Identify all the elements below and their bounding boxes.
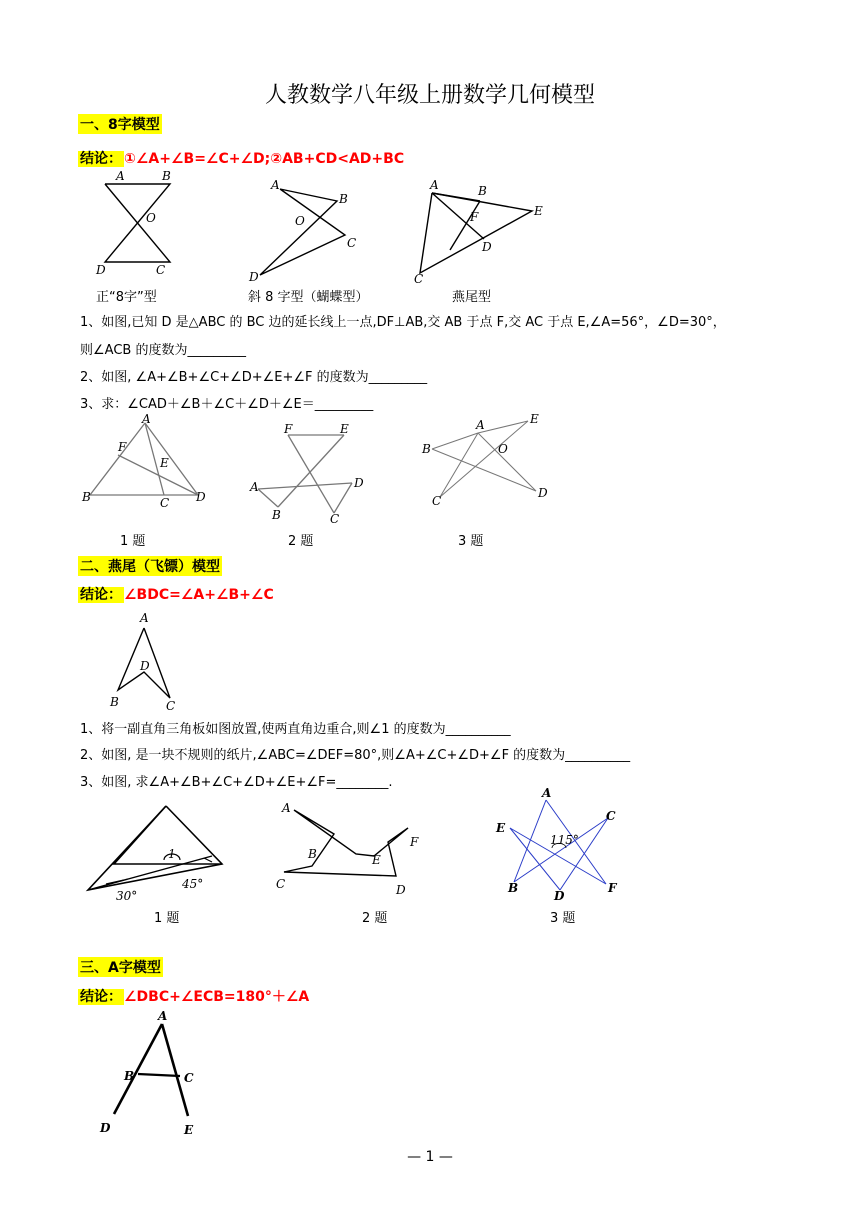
angle-45-label: 45° — [182, 877, 204, 891]
s2-figure-2 — [272, 798, 422, 898]
swallowtail-shape — [410, 175, 560, 290]
butterfly-shape — [245, 175, 365, 285]
section-1-conclusion — [78, 148, 404, 168]
svg-text:D: D — [249, 270, 259, 284]
s2-question-3: 3、如图, 求∠A+∠B+∠C+∠D+∠E+∠F=________. — [80, 775, 393, 790]
s2-figure-caption-2: 2 题 — [362, 911, 388, 926]
figure-8-shape — [90, 170, 180, 280]
svg-text:D: D — [538, 486, 548, 500]
s1-question-2: 2、如图, ∠A+∠B+∠C+∠D+∠E+∠F 的度数为_________ — [80, 370, 428, 385]
svg-text:C: C — [166, 699, 176, 713]
s1-figure-1 — [80, 412, 210, 515]
a-shape — [96, 1004, 216, 1139]
model-caption-3: 燕尾型 — [452, 290, 492, 305]
svg-text:A: A — [142, 412, 151, 426]
conclusion-text: ∠BDC=∠A+∠B+∠C — [124, 587, 274, 603]
svg-text:B: B — [162, 169, 171, 183]
svg-text:A: A — [116, 169, 125, 183]
svg-text:E: E — [160, 456, 169, 470]
svg-text:C: C — [160, 496, 170, 510]
model-caption-1: 正“8字”型 — [96, 290, 157, 305]
svg-text:D: D — [354, 476, 364, 490]
s1-figure-2 — [248, 422, 368, 526]
svg-text:C: C — [414, 272, 424, 286]
svg-text:D: D — [554, 889, 565, 903]
s1-figure-3 — [418, 412, 558, 510]
svg-text:C: C — [606, 809, 616, 823]
svg-text:D: D — [96, 263, 106, 277]
svg-text:F: F — [470, 210, 479, 224]
svg-text:A: A — [140, 611, 149, 625]
svg-text:D: D — [140, 659, 150, 673]
s1-question-1-cont: 则∠ACB 的度数为_________ — [80, 343, 246, 358]
s1-figure-caption-3: 3 题 — [458, 534, 484, 549]
svg-text:E: E — [496, 821, 506, 835]
s2-question-2: 2、如图, 是一块不规则的纸片,∠ABC=∠DEF=80°,则∠A+∠C+∠D+∠F 的度数为__________ — [80, 748, 631, 763]
s2-figure-1 — [84, 800, 234, 905]
svg-text:F: F — [410, 835, 419, 849]
svg-text:E: E — [340, 422, 349, 436]
s2-figure-caption-1: 1 题 — [154, 911, 180, 926]
svg-text:B: B — [272, 508, 281, 522]
svg-text:O: O — [295, 214, 305, 228]
conclusion-label: 结论： — [80, 151, 122, 167]
svg-text:A: A — [158, 1009, 168, 1023]
svg-text:D: D — [196, 490, 206, 504]
section-1-heading: 一、8字模型 — [78, 114, 162, 134]
section-2-heading: 二、燕尾（飞镖）模型 — [78, 556, 222, 576]
angle-30-label: 30° — [116, 889, 138, 903]
svg-text:A: A — [271, 178, 280, 192]
svg-text:A: A — [476, 418, 485, 432]
s1-figure-caption-1: 1 题 — [120, 534, 146, 549]
dart-shape — [100, 608, 190, 713]
conclusion-label: 结论： — [80, 587, 122, 603]
svg-text:C: C — [156, 263, 166, 277]
s1-question-1: 1、如图,已知 D 是△ABC 的 BC 边的延长线上一点,DF⊥AB,交 AB 于点 F,交 AC 于点 E,∠A=56°，∠D=30°， — [80, 315, 726, 330]
section-3-conclusion — [78, 986, 309, 1006]
svg-text:B: B — [308, 847, 317, 861]
conclusion-text: ∠DBC+∠ECB=180°＋∠A — [124, 989, 310, 1005]
svg-text:E: E — [184, 1123, 194, 1137]
svg-text:E: E — [534, 204, 543, 218]
svg-text:O: O — [498, 442, 508, 456]
svg-text:E: E — [372, 853, 381, 867]
svg-text:B: B — [422, 442, 431, 456]
svg-text:C: C — [184, 1071, 194, 1085]
conclusion-text: ①∠A+∠B=∠C+∠D;②AB+CD<AD+BC — [124, 151, 405, 167]
s2-figure-caption-3: 3 题 — [550, 911, 576, 926]
section-3-heading: 三、A字模型 — [78, 957, 163, 977]
svg-text:A: A — [430, 178, 439, 192]
angle-115-label: 115° — [550, 833, 579, 847]
svg-text:B: B — [110, 695, 119, 709]
svg-text:C: C — [276, 877, 286, 891]
svg-text:E: E — [530, 412, 539, 426]
svg-text:C: C — [330, 512, 340, 526]
s2-question-1: 1、将一副直角三角板如图放置,使两直角边重合,则∠1 的度数为__________ — [80, 722, 511, 737]
svg-text:D: D — [396, 883, 406, 897]
svg-text:D: D — [482, 240, 492, 254]
svg-text:O: O — [146, 211, 156, 225]
page-number: — 1 — — [407, 1149, 453, 1165]
svg-text:A: A — [250, 480, 259, 494]
svg-text:D: D — [100, 1121, 111, 1135]
svg-text:F: F — [284, 422, 293, 436]
svg-text:F: F — [608, 881, 617, 895]
s1-figure-caption-2: 2 题 — [288, 534, 314, 549]
section-2-conclusion — [78, 584, 274, 604]
svg-text:B: B — [124, 1069, 135, 1083]
angle-1-label: 1 — [168, 847, 176, 861]
conclusion-label: 结论： — [80, 989, 122, 1005]
svg-text:C: C — [347, 236, 357, 250]
svg-text:A: A — [542, 786, 552, 800]
svg-text:B: B — [82, 490, 91, 504]
svg-text:B: B — [339, 192, 348, 206]
svg-text:F: F — [118, 440, 127, 454]
svg-text:B: B — [508, 881, 519, 895]
svg-text:C: C — [432, 494, 442, 508]
svg-text:B: B — [478, 184, 487, 198]
svg-text:A: A — [282, 801, 291, 815]
s2-figure-3 — [490, 788, 630, 908]
model-caption-2: 斜 8 字型（蝴蝶型） — [248, 290, 369, 305]
s1-question-3: 3、求：∠CAD＋∠B＋∠C＋∠D＋∠E＝_________ — [80, 397, 374, 412]
page-title: 人教数学八年级上册数学几何模型 — [264, 83, 595, 108]
